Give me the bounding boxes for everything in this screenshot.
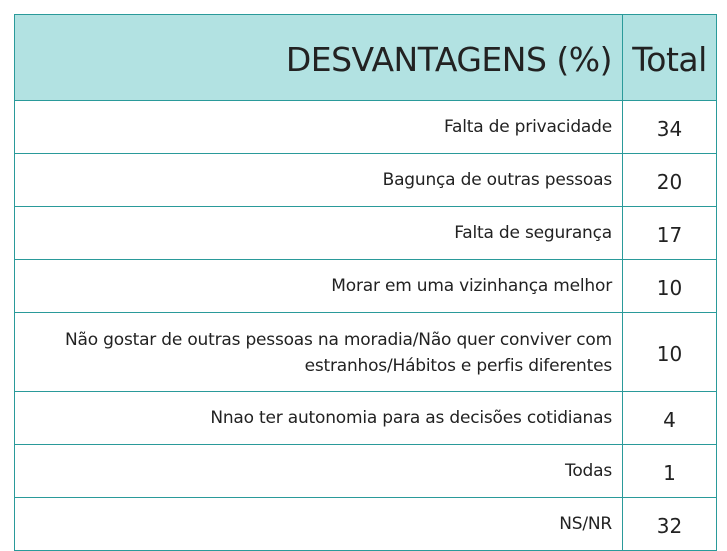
row-label: Falta de privacidade bbox=[15, 101, 623, 154]
row-value: 17 bbox=[623, 207, 717, 260]
table-row bbox=[15, 313, 717, 392]
row-value: 10 bbox=[623, 313, 717, 392]
row-value: 4 bbox=[623, 392, 717, 445]
row-value: 10 bbox=[623, 260, 717, 313]
table-row bbox=[15, 498, 717, 551]
row-value: 34 bbox=[623, 101, 717, 154]
table-row bbox=[15, 154, 717, 207]
row-value: 1 bbox=[623, 445, 717, 498]
header-total: Total bbox=[623, 15, 717, 101]
row-label: Todas bbox=[15, 445, 623, 498]
row-value: 20 bbox=[623, 154, 717, 207]
row-label: NS/NR bbox=[15, 498, 623, 551]
row-value: 32 bbox=[623, 498, 717, 551]
disadvantages-table bbox=[14, 14, 717, 551]
table-row bbox=[15, 207, 717, 260]
row-label: Morar em uma vizinhança melhor bbox=[15, 260, 623, 313]
row-label: Não gostar de outras pessoas na moradia/Não quer conviver com estranhos/Hábitos e perfis diferentes bbox=[15, 313, 623, 392]
table-header-row bbox=[15, 15, 717, 101]
table-row bbox=[15, 260, 717, 313]
row-label: Bagunça de outras pessoas bbox=[15, 154, 623, 207]
row-label: Nnao ter autonomia para as decisões cotidianas bbox=[15, 392, 623, 445]
header-desvantagens: DESVANTAGENS (%) bbox=[15, 15, 623, 101]
table-row bbox=[15, 445, 717, 498]
table-row bbox=[15, 101, 717, 154]
row-label: Falta de segurança bbox=[15, 207, 623, 260]
disadvantages-table-container bbox=[14, 14, 716, 538]
table-row bbox=[15, 392, 717, 445]
